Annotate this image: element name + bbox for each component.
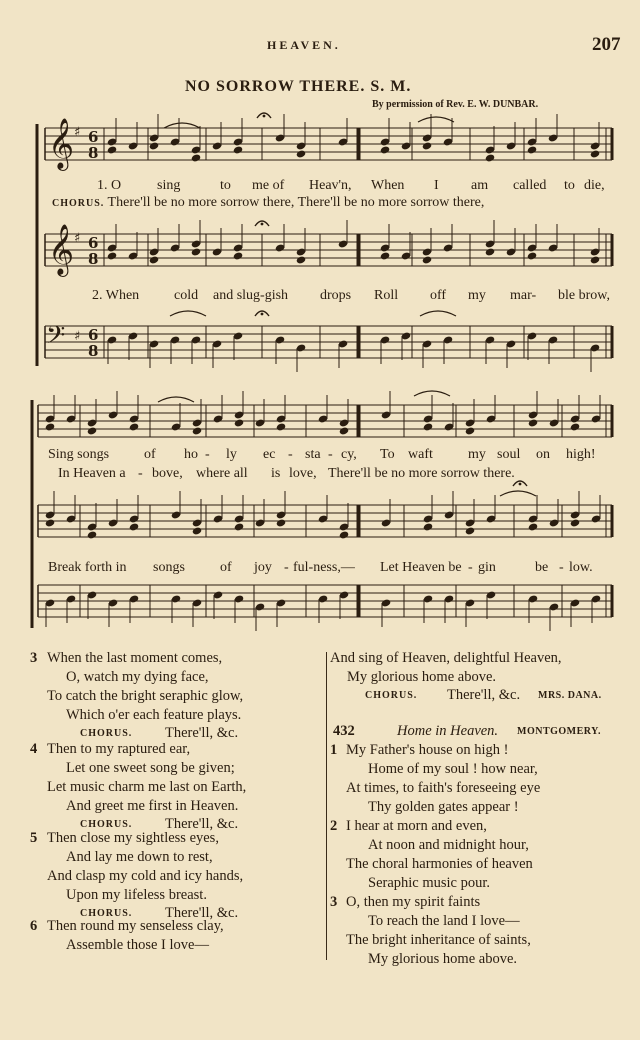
chorus-label: CHORUS. [80,728,133,739]
note-head [129,422,139,431]
verse-line: And sing of Heaven, delightful Heaven, [330,650,562,666]
stanza-number: 4 [30,741,38,757]
note-head [485,247,495,256]
lyric: Sing songs [48,447,110,462]
verse-line: I hear at morn and even, [346,818,487,834]
chorus-label: CHORUS. [52,198,105,209]
note-head [527,145,537,154]
lyric: 1. O [97,178,122,193]
verse-line: My glorious home above. [368,951,518,967]
slur [170,311,206,316]
lyric: my [468,288,486,303]
stanza-number: 1 [330,742,338,758]
lyric: to [564,178,575,193]
fermata-dot [519,483,522,486]
slur [418,117,454,122]
note-head [233,145,243,154]
note-head [528,418,538,427]
author-credit: MRS. DANA. [538,690,602,701]
verse-line: Let one sweet song be given; [66,760,235,776]
bass-clef-icon: 𝄢 [46,321,66,356]
fermata-dot [261,313,264,316]
lyric: ful-ness,— [293,560,355,575]
note-head [423,422,433,431]
verse-line: Home of my soul ! how near, [368,761,538,777]
lyric: Let Heaven be [380,560,462,575]
running-title: HEAVEN. [267,38,341,52]
note-head [149,255,159,264]
note-head [107,145,117,154]
lyric: ho [184,447,198,462]
sharp-icon: ♯ [74,125,81,140]
note-head [192,426,202,435]
note-head [191,153,201,162]
chorus-text: There'll, &c. [447,687,521,703]
lyric: ec [263,447,276,462]
note-head [570,422,580,431]
time-signature: 8 [88,250,99,268]
verse-line: Then close my sightless eyes, [47,830,219,846]
lyric: There'll be no more sorrow there. [328,466,515,481]
lyric: be no more sorrow there, [154,195,295,210]
time-signature: 8 [88,342,99,360]
lyric: songs [153,560,185,575]
note-head [380,251,390,260]
lyric: Roll [374,288,399,303]
lyric: I [434,178,439,193]
note-head [149,141,159,150]
note-head [296,149,306,158]
verse-line: When the last moment comes, [47,650,223,666]
s1-chorus-lyrics [52,195,484,211]
hymn-432-title: Home in Heaven. [397,723,499,739]
lyric: die, [584,178,605,193]
lyric: my [468,447,486,462]
note-head [87,426,97,435]
lyric: - [288,447,293,462]
verse-line: Seraphic music pour. [368,875,491,891]
lyric: sing [157,178,181,193]
note-head [234,418,244,427]
lyric: off [430,288,447,303]
verse-line: And lay me down to rest, [66,849,213,865]
column-divider [326,652,327,960]
lyric: on [536,447,550,462]
verse-line: The bright inheritance of saints, [346,932,531,948]
note-head [339,426,349,435]
lyric: there, [452,195,485,210]
chorus-text: There'll, &c. [165,725,239,741]
permission-note: By permission of Rev. E. W. DUNBAR. [372,99,539,110]
lyric: waft [408,447,433,462]
verse-line: And clasp my cold and icy hands, [47,868,244,884]
note-head [590,255,600,264]
lyric: to [220,178,231,193]
stanza-number: 3 [30,650,38,666]
note-head [528,522,538,531]
note-head [527,251,537,260]
note-head [276,518,286,527]
lyric: where all [196,466,248,481]
verse-line: And greet me first in Heaven. [66,798,239,814]
chorus-text: There'll, &c. [165,905,239,921]
note-head [87,530,97,539]
note-head [233,251,243,260]
note-head [423,522,433,531]
verse-line: My Father's house on high ! [346,742,509,758]
lyric: cy, [341,447,357,462]
lyric: To [380,447,395,462]
time-signature: 6 [88,326,99,344]
lyric: There'll [107,195,151,210]
lyric: be [535,560,549,575]
chorus-label: CHORUS. [80,819,133,830]
lyric: In Heaven a [58,466,126,481]
lyric: - [284,560,289,575]
verse-line: Assemble those I love— [66,937,209,953]
verse-line: At times, to faith's foreseeing eye [346,780,541,796]
lyric: sta [305,447,321,462]
stanza-number: 2 [330,818,338,834]
note-head [570,518,580,527]
lyric: of [220,560,232,575]
verse-line: Let music charm me last on Earth, [47,779,247,795]
lyric: am [471,178,489,193]
time-signature: 8 [88,144,99,162]
lyric: me of [252,178,285,193]
lyric: is [271,466,281,481]
note-head [276,422,286,431]
sharp-icon: ♯ [74,329,81,344]
note-head [192,526,202,535]
note-head [234,522,244,531]
treble-clef-icon: 𝄞 [48,118,75,169]
lyric: Heav'n, [309,178,352,193]
note-head [339,530,349,539]
fermata-dot [263,115,266,118]
verse-line: Then round my senseless clay, [47,918,224,934]
lyric: high! [566,447,596,462]
note-head [191,247,201,256]
lyric: - [138,466,143,481]
verse-line: To catch the bright seraphic glow, [47,688,244,704]
verse-line: O, watch my dying face, [66,669,209,685]
lyric: ble brow, [558,288,610,303]
chorus-text: There'll, &c. [165,816,239,832]
lyric: soul [497,447,521,462]
time-signature: 6 [88,128,99,146]
lyric: ly [226,447,237,462]
page-number: 207 [592,34,621,55]
note-head [45,518,55,527]
chorus-label: CHORUS. [365,690,418,701]
slur [158,397,194,402]
author-credit: MONTGOMERY. [517,726,601,737]
slur [164,123,200,128]
note-head [422,255,432,264]
lyric: bove, [152,466,183,481]
note-head [485,153,495,162]
lyric: love, [289,466,317,481]
verse-line: O, then my spirit faints [346,894,481,910]
stanza-number: 5 [30,830,38,846]
lyric: called [513,178,547,193]
lyric: - [205,447,210,462]
lyric: 2. When [92,288,140,303]
verse-line: Which o'er each feature plays. [66,707,242,723]
lyric: mar- [510,288,537,303]
stanza-number: 3 [330,894,338,910]
note-head [45,422,55,431]
lyric: and slug-gish [213,288,289,303]
verse-line: Upon my lifeless breast. [66,887,207,903]
hymn-title: NO SORROW THERE. S. M. [185,78,412,95]
lyric: When [371,178,405,193]
lyric: joy [254,560,272,575]
lyric: cold [174,288,199,303]
verse-line: Then to my raptured ear, [47,741,191,757]
note-head [590,149,600,158]
slur [420,311,456,316]
note-head [107,251,117,260]
note-head [465,526,475,535]
verse-line: Thy golden gates appear ! [368,799,519,815]
note-head [296,255,306,264]
chorus-label: CHORUS. [80,908,133,919]
lyric: low. [569,560,593,575]
note-head [380,145,390,154]
lyric: Break forth in [48,560,127,575]
lyric: gin [478,560,496,575]
slur [500,491,536,496]
note-head [129,522,139,531]
lyric: of [144,447,156,462]
lyric: There'll be no more sorrow [297,195,450,210]
stanza-number: 6 [30,918,38,934]
lyric: - [559,560,564,575]
lyric: drops [320,288,352,303]
time-signature: 6 [88,234,99,252]
verse-line: At noon and midnight hour, [368,837,529,853]
lyric: - [328,447,333,462]
verse-line: My glorious home above. [347,669,497,685]
fermata-dot [261,223,264,226]
verse-line: To reach the land I love— [368,913,520,929]
hymn-number: 432 [333,723,355,739]
verse-line: The choral harmonies of heaven [346,856,533,872]
sharp-icon: ♯ [74,231,81,246]
note-head [465,426,475,435]
treble-clef-icon: 𝄞 [48,224,75,275]
note-head [422,141,432,150]
lyric: - [468,560,473,575]
